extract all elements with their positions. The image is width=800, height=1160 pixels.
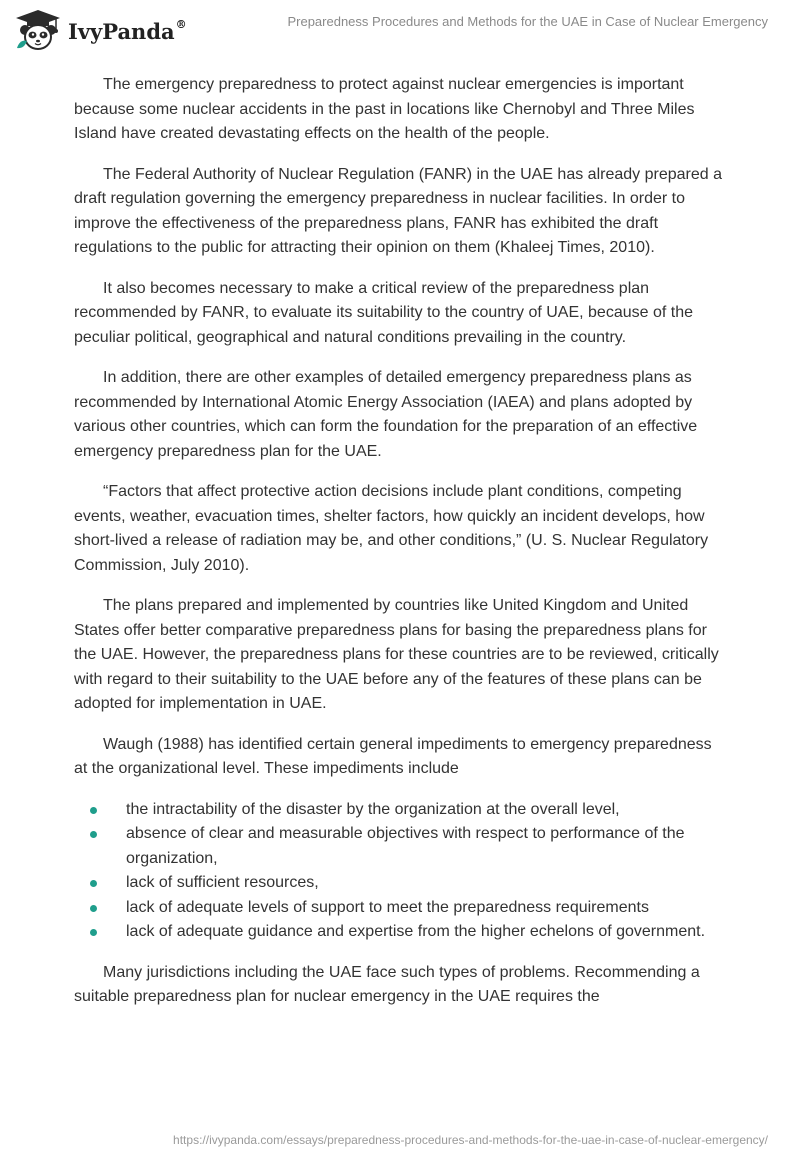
page-header <box>0 0 800 60</box>
bullet-dot-icon <box>90 929 97 936</box>
brand-name: IvyPanda® <box>68 17 187 44</box>
paragraph: In addition, there are other examples of detailed emergency preparedness plans as recommended by International Atomic Energy Association (IAEA) and plans adopted by various other countries, which can form the foundation for the preparation of an effective emergency preparedness plan for the UAE. <box>74 369 698 460</box>
bullet-dot-icon <box>90 905 97 912</box>
source-url-link[interactable]: https://ivypanda.com/essays/preparedness-procedures-and-methods-for-the-uae-in-case-of-nuclear-emergency/ <box>173 1133 768 1147</box>
essay-body <box>74 73 726 1026</box>
bullet-dot-icon <box>90 807 97 814</box>
bullet-dot-icon <box>90 831 97 838</box>
paragraph: The Federal Authority of Nuclear Regulation (FANR) in the UAE has already prepared a draft regulation governing the emergency preparedness in nuclear facilities. In order to improve the effectiveness of the preparedness plans, FANR has exhibited the draft regulations to the public for attracting their opinion on them (Khaleej Times, 2010). <box>74 165 722 256</box>
list-item <box>126 822 726 871</box>
document-title: Preparedness Procedures and Methods for the UAE in Case of Nuclear Emergency <box>287 14 768 29</box>
list-item <box>126 871 726 896</box>
paragraph: The emergency preparedness to protect against nuclear emergencies is important because some nuclear accidents in the past in locations like Chernobyl and Three Miles Island have created devastating effects on the health of the people. <box>74 76 695 142</box>
impediments-list <box>74 798 726 945</box>
list-item-text: lack of sufficient resources, <box>126 874 319 891</box>
brand-logo[interactable] <box>14 8 187 52</box>
list-item-text: the intractability of the disaster by the organization at the overall level, <box>126 800 620 818</box>
paragraph: Waugh (1988) has identified certain general impediments to emergency preparedness at the organizational level. These impediments include <box>74 735 712 777</box>
bullet-dot-icon <box>90 880 97 887</box>
list-item <box>126 798 726 823</box>
list-item-text: absence of clear and measurable objectives with respect to performance of the organization, <box>126 825 685 867</box>
list-item-text: lack of adequate guidance and expertise from the higher echelons of government. <box>126 923 706 940</box>
closing-paragraph: Many jurisdictions including the UAE face such types of problems. Recommending a suitable preparedness plan for nuclear emergency in the UAE requires the <box>74 963 700 1005</box>
quote-paragraph: “Factors that affect protective action decisions include plant conditions, competing events, weather, evacuation times, shelter factors, how quickly an incident develops, how short-lived a release of radiation may be, and other conditions,” (U. S. Nuclear Regulatory Commission, July 2010). <box>74 483 709 574</box>
list-item <box>126 920 726 945</box>
paragraph: It also becomes necessary to make a critical review of the preparedness plan recommended by FANR, to evaluate its suitability to the country of UAE, because of the peculiar political, geographical and natural conditions prevailing in the country. <box>74 279 693 346</box>
panda-graduate-icon <box>14 8 62 52</box>
paragraph: The plans prepared and implemented by countries like United Kingdom and United States offer better comparative preparedness plans for basing the preparedness plans for the UAE. However, the preparedness plans for these countries are to be reviewed, critically with regard to their suitability to the UAE before any of the features of these plans can be adopted for implementation in UAE. <box>74 597 719 712</box>
list-item <box>126 896 726 921</box>
list-item-text: lack of adequate levels of support to meet the preparedness requirements <box>126 898 649 916</box>
